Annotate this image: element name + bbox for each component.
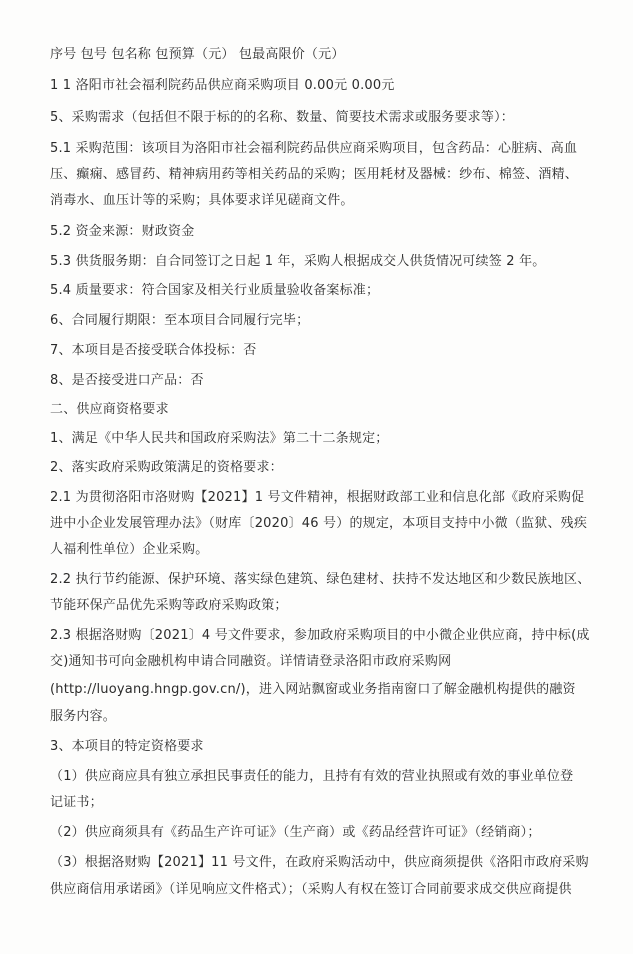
paragraph-line: （2）供应商须具有《药品生产许可证》（生产商）或《药品经营许可证》（经销商）； [50, 825, 541, 840]
table-header-row: 序号 包号 包名称 包预算（元） 包最高限价（元） [50, 47, 345, 62]
paragraph-line: （1）供应商应具有独立承担民事责任的能力，且持有有效的营业执照或有效的事业单位登 [50, 769, 574, 784]
paragraph-line: 5.1 采购范围：该项目为洛阳市社会福利院药品供应商采购项目，包含药品：心脏病、高血 [50, 141, 578, 156]
paragraph-line: 5.2 资金来源：财政资金 [50, 224, 195, 239]
section-heading: 二、供应商资格要求 [50, 402, 169, 417]
paragraph-line: 2、落实政府采购政策满足的资格要求： [50, 460, 283, 475]
paragraph-line: 6、合同履行期限：至本项目合同履行完毕； [50, 313, 310, 328]
table-data-row: 1 1 洛阳市社会福利院药品供应商采购项目 0.00元 0.00元 [50, 78, 395, 93]
paragraph-line: 节能环保产品优先采购等政府采购政策； [50, 598, 288, 613]
paragraph-line: 压、癫痫、感冒药、精神病用药等相关药品的采购；医用耗材及器械：纱布、棉签、酒精、 [50, 167, 579, 182]
paragraph-line: 1、满足《中华人民共和国政府采购法》第二十二条规定； [50, 431, 389, 446]
paragraph-line: 8、是否接受进口产品：否 [50, 373, 204, 388]
paragraph-line-url: (http://luoyang.hngp.gov.cn/)，进入网站飘窗或业务指南窗口了解金融机构提供的融资 [50, 682, 576, 697]
paragraph-line: 5.4 质量要求：符合国家及相关行业质量验收备案标准； [50, 283, 380, 298]
paragraph-line: 服务内容。 [50, 709, 117, 724]
paragraph-line: 2.1 为贯彻洛阳市洛财购【2021】1 号文件精神，根据财政部工业和信息化部《政府采购促 [50, 490, 585, 505]
paragraph-line: 7、本项目是否接受联合体投标：否 [50, 343, 257, 358]
section-heading: 3、本项目的特定资格要求 [50, 739, 204, 754]
section-heading: 5、采购需求（包括但不限于标的的名称、数量、简要技术需求或服务要求等）： [50, 110, 514, 125]
paragraph-line: 供应商信用承诺函》（详见响应文件格式）；（采购人有权在签订合同前要求成交供应商提供 [50, 882, 572, 897]
paragraph-line: 记证书； [50, 795, 103, 810]
paragraph-line: 5.3 供货服务期：自合同签订之日起 1 年，采购人根据成交人供货情况可续签 2 年。 [50, 254, 546, 269]
paragraph-line: 交)通知书可向金融机构申请合同融资。详情请登录洛阳市政府采购网 [50, 654, 452, 669]
paragraph-line: 2.3 根据洛财购〔2021〕4 号文件要求，参加政府采购项目的中小微企业供应商，持中标(成 [50, 628, 590, 643]
paragraph-line: 2.2 执行节约能源、保护环境、落实绿色建筑、绿色建材、扶持不发达地区和少数民族地区、 [50, 572, 591, 587]
paragraph-line: 进中小企业发展管理办法》（财库〔2020〕46 号）的规定，本项目支持中小微（监狱、残疾 [50, 516, 588, 531]
paragraph-line: 人福利性单位）企业采购。 [50, 542, 209, 557]
paragraph-line: 消毒水、血压计等的采购；具体要求详见磋商文件。 [50, 193, 354, 208]
paragraph-line: （3）根据洛财购【2021】11 号文件，在政府采购活动中，供应商须提供《洛阳市政府采购 [50, 855, 589, 870]
